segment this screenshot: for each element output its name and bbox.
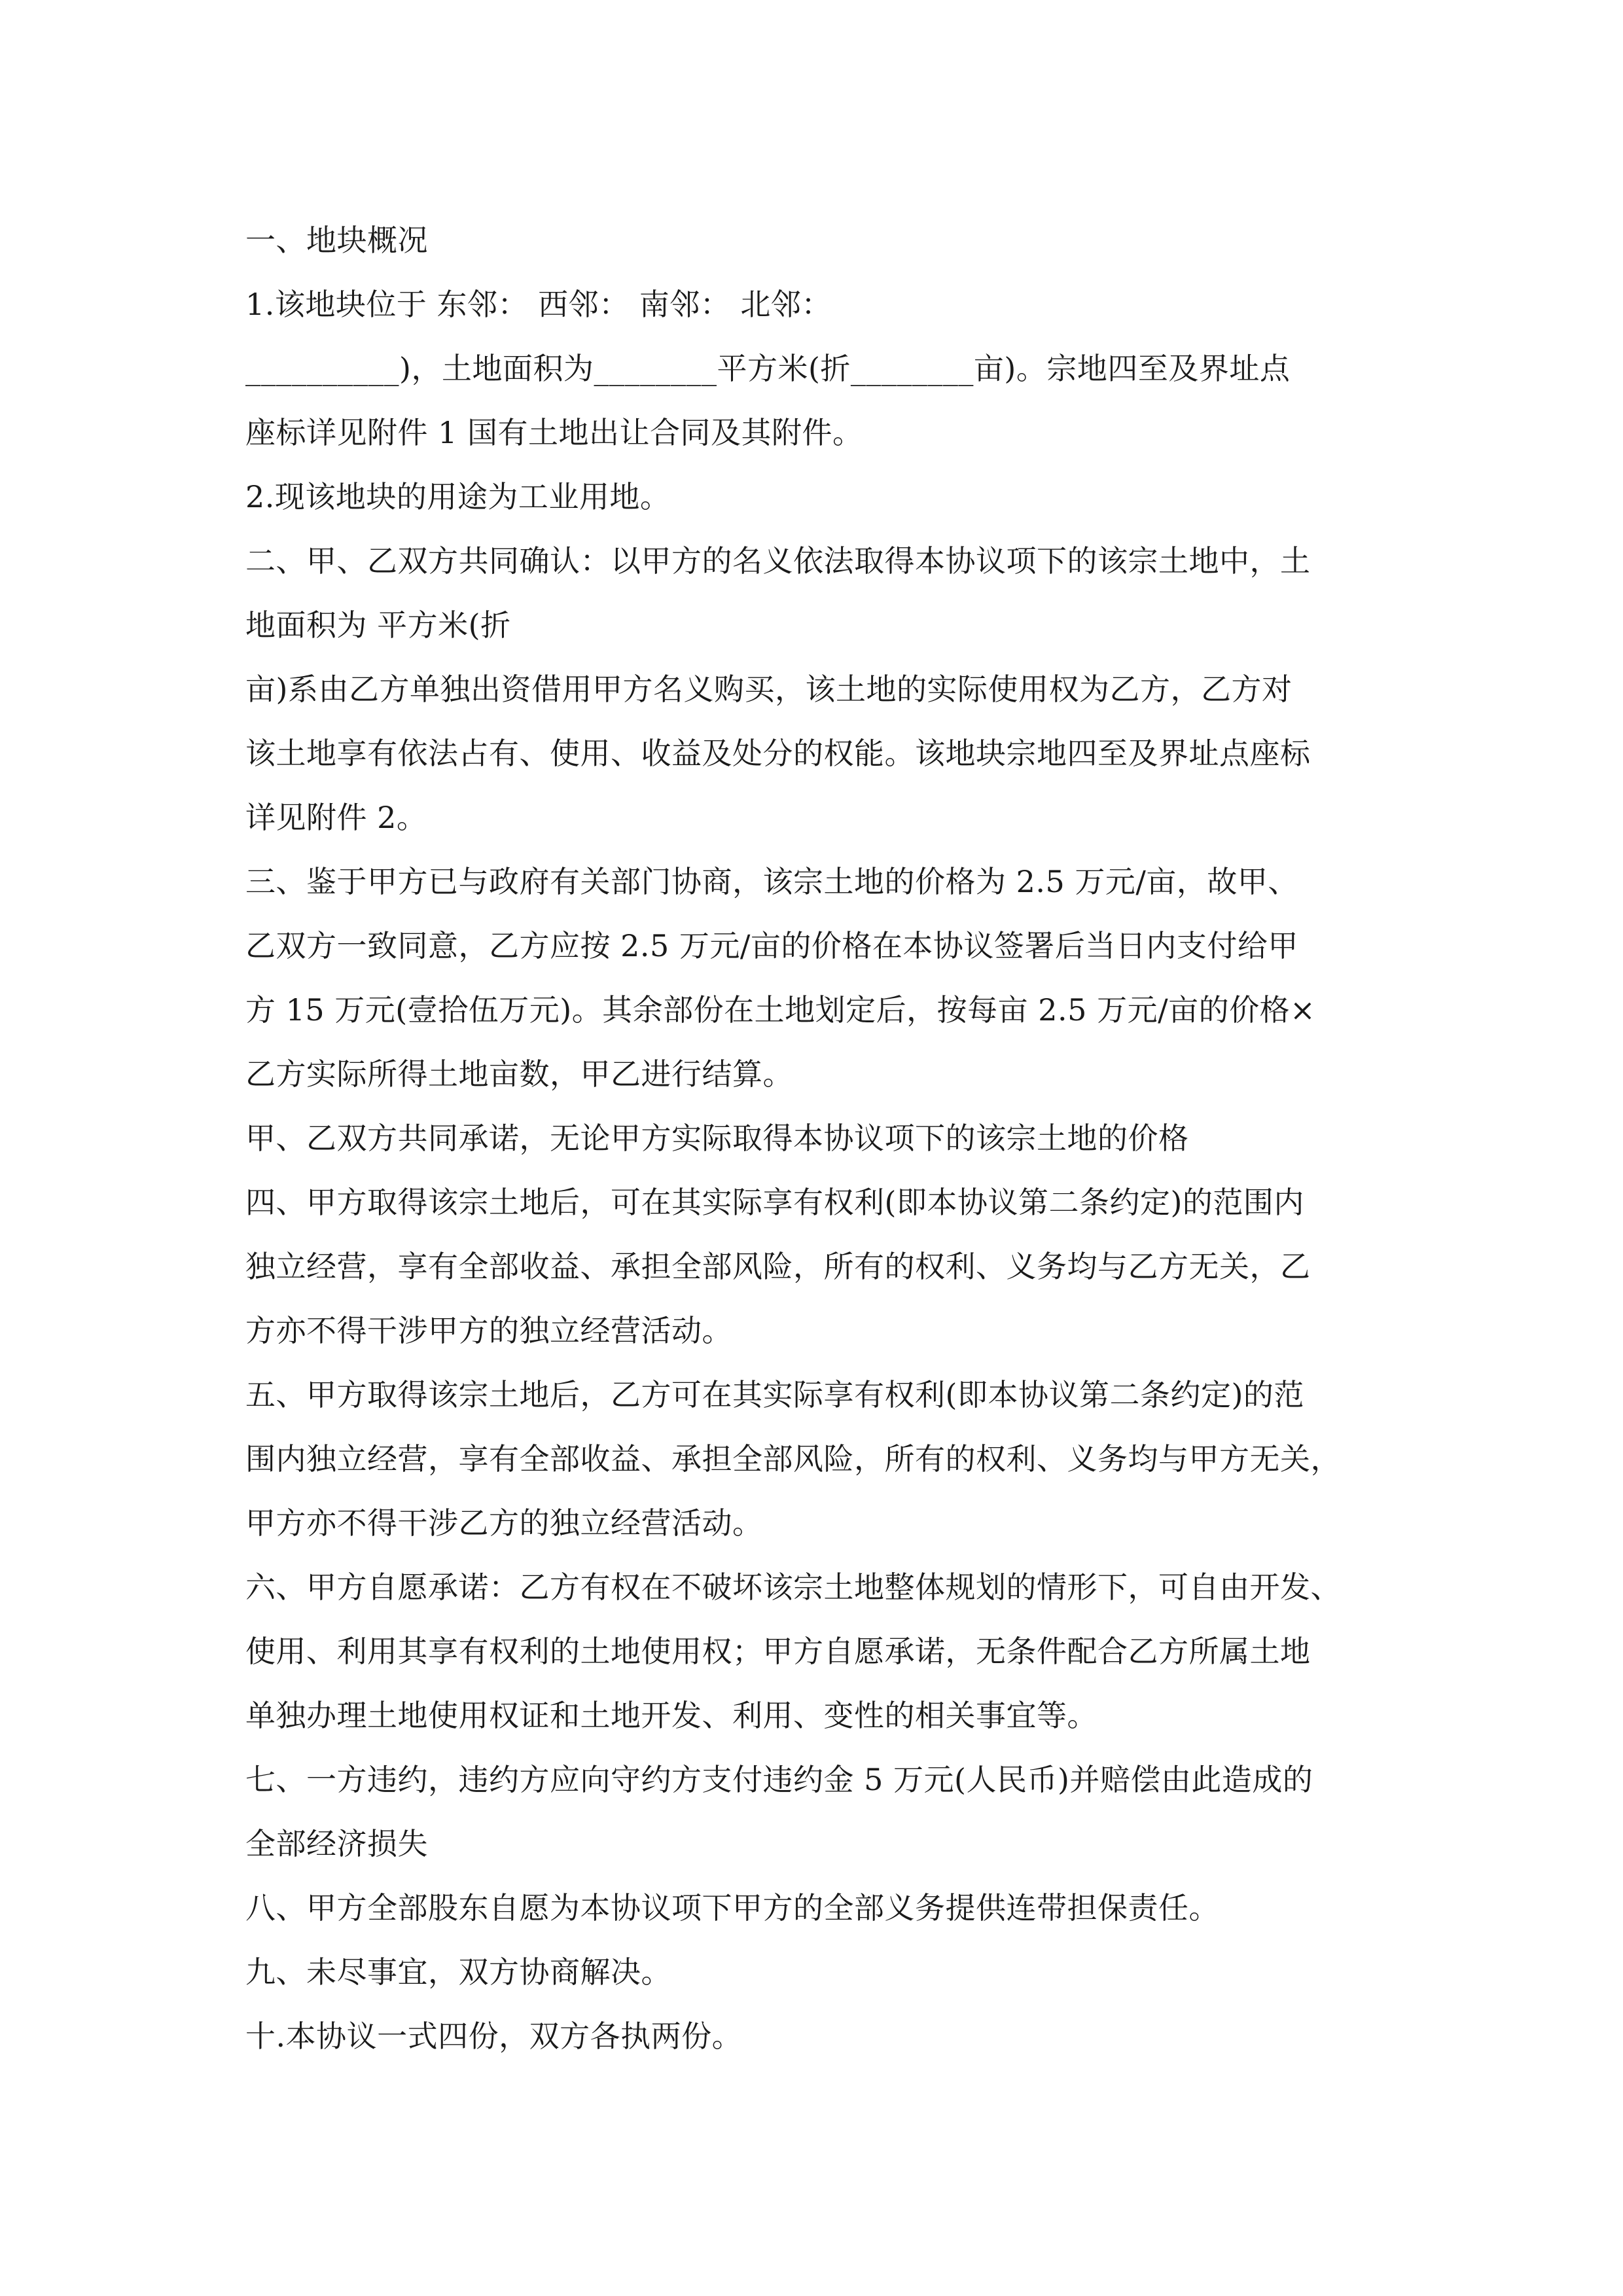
text-line: 甲方亦不得干涉乙方的独立经营活动。 [245, 1505, 763, 1541]
text-line: 亩)系由乙方单独出资借用甲方名义购买，该土地的实际使用权为乙方，乙方对 [245, 672, 1293, 707]
section-5-text: 五、甲方取得该宗土地后，乙方可在其实际享有权利(即本协议第二条约定)的范 [245, 1377, 1304, 1412]
text-line: 乙方实际所得土地亩数，甲乙进行结算。 [245, 1056, 793, 1092]
text-line: 乙双方一致同意，乙方应按 2.5 万元/亩的价格在本协议签署后当日内支付给甲 [245, 928, 1298, 963]
text-line: 方 15 万元(壹拾伍万元)。其余部份在土地划定后，按每亩 2.5 万元/亩的价格× [245, 992, 1316, 1028]
text-line: 单独办理土地使用权证和土地开发、利用、变性的相关事宜等。 [245, 1698, 1097, 1733]
text-line: 独立经营，享有全部收益、承担全部风险，所有的权利、义务均与乙方无关，乙 [245, 1249, 1311, 1284]
text-line: 2.现该地块的用途为工业用地。 [245, 479, 671, 514]
section-2-text: 二、甲、乙双方共同确认：以甲方的名义依法取得本协议项下的该宗土地中，土 [245, 543, 1311, 579]
section-9-text: 九、未尽事宜，双方协商解决。 [245, 1954, 671, 1990]
section-10-text: 十.本协议一式四份，双方各执两份。 [245, 2018, 743, 2054]
text-line: 1.该地块位于 东邻： 西邻： 南邻： 北邻： [245, 287, 832, 322]
section-6-text: 六、甲方自愿承诺：乙方有权在不破坏该宗土地整体规划的情形下，可自由开发、 [245, 1570, 1341, 1605]
section-3-text: 三、鉴于甲方已与政府有关部门协商，该宗土地的价格为 2.5 万元/亩，故甲、 [245, 864, 1298, 899]
text-line: 甲、乙双方共同承诺，无论甲方实际取得本协议项下的该宗土地的价格 [245, 1121, 1189, 1156]
text-line: 全部经济损失 [245, 1826, 428, 1861]
text-line: 该土地享有依法占有、使用、收益及处分的权能。该地块宗地四至及界址点座标 [245, 736, 1311, 771]
section-7-text: 七、一方违约，违约方应向守约方支付违约金 5 万元(人民币)并赔偿由此造成的 [245, 1762, 1313, 1797]
text-line: 围内独立经营，享有全部收益、承担全部风险，所有的权利、义务均与甲方无关， [245, 1441, 1341, 1477]
text-line: 详见附件 2。 [245, 800, 427, 835]
text-line: 使用、利用其享有权利的土地使用权；甲方自愿承诺，无条件配合乙方所属土地 [245, 1634, 1311, 1669]
text-line: __________)，土地面积为________平方米(折________亩)。宗地四至及界址点 [245, 351, 1291, 386]
section-heading-1: 一、地块概况 [245, 223, 428, 258]
text-line: 地面积为 平方米(折 [245, 607, 511, 643]
text-line: 方亦不得干涉甲方的独立经营活动。 [245, 1313, 732, 1348]
text-line: 座标详见附件 1 国有土地出让合同及其附件。 [245, 415, 863, 450]
section-4-text: 四、甲方取得该宗土地后，可在其实际享有权利(即本协议第二条约定)的范围内 [245, 1185, 1304, 1220]
document-body [245, 208, 1384, 2068]
section-8-text: 八、甲方全部股东自愿为本协议项下甲方的全部义务提供连带担保责任。 [245, 1890, 1219, 1926]
